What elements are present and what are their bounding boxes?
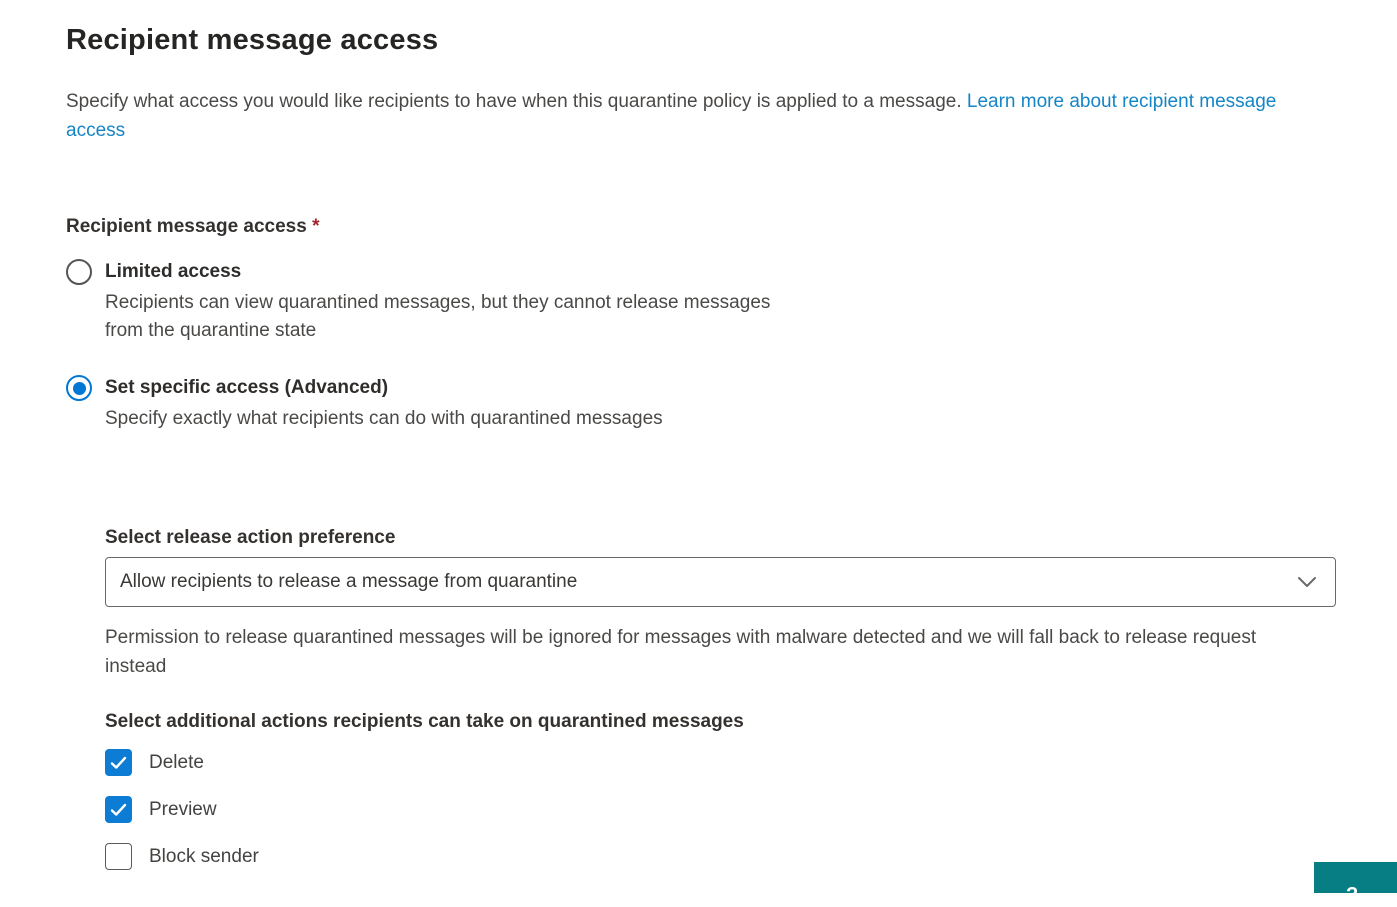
checkbox-row-block-sender[interactable] [105,843,259,870]
checkmark-icon [110,803,127,817]
radio-desc-set-specific-access: Specify exactly what recipients can do with quarantined messages [105,408,663,429]
chevron-down-icon[interactable] [1297,576,1317,588]
radio-circle-limited-access[interactable] [66,259,92,285]
checkbox-preview[interactable] [105,796,132,823]
release-preference-label: Select release action preference [105,527,396,548]
help-button[interactable] [1314,862,1397,906]
radio-dot [73,266,86,279]
release-preference-selected-value: Allow recipients to release a message from quarantine [120,571,578,592]
radio-dot [73,382,86,395]
radio-option-set-specific-access[interactable] [66,375,865,433]
checkbox-row-preview[interactable] [105,796,217,823]
checkbox-delete[interactable] [105,749,132,776]
radio-label-set-specific-access[interactable]: Set specific access (Advanced) [105,377,389,398]
access-field-label: Recipient message access * [66,216,320,237]
checkmark-icon [110,756,127,770]
checkbox-label-preview: Preview [149,798,217,820]
learn-more-link[interactable]: Learn more about recipient message access [66,91,1277,141]
additional-actions-label: Select additional actions recipients can take on quarantined messages [105,711,744,732]
required-asterisk: * [312,216,320,237]
checkbox-block-sender[interactable] [105,843,132,870]
checkbox-label-delete: Delete [149,751,204,773]
radio-option-limited-access[interactable] [66,259,805,345]
page-title: Recipient message access [66,24,439,56]
radio-desc-limited-access: Recipients can view quarantined messages, but they cannot release messages from the quarantine state [105,292,771,341]
checkbox-row-delete[interactable] [105,749,204,776]
intro-paragraph [66,87,1311,145]
help-icon: ? [1346,884,1359,906]
radio-circle-set-specific-access[interactable] [66,375,92,401]
release-preference-note: Permission to release quarantined messages will be ignored for messages with malware detected and we will fall back to release request instead [105,627,1257,677]
intro-text: Specify what access you would like recipients to have when this quarantine policy is applied to a message. [66,91,962,112]
release-preference-dropdown[interactable] [105,557,1336,607]
radio-label-limited-access[interactable]: Limited access [105,261,242,282]
checkbox-label-block-sender: Block sender [149,845,259,867]
